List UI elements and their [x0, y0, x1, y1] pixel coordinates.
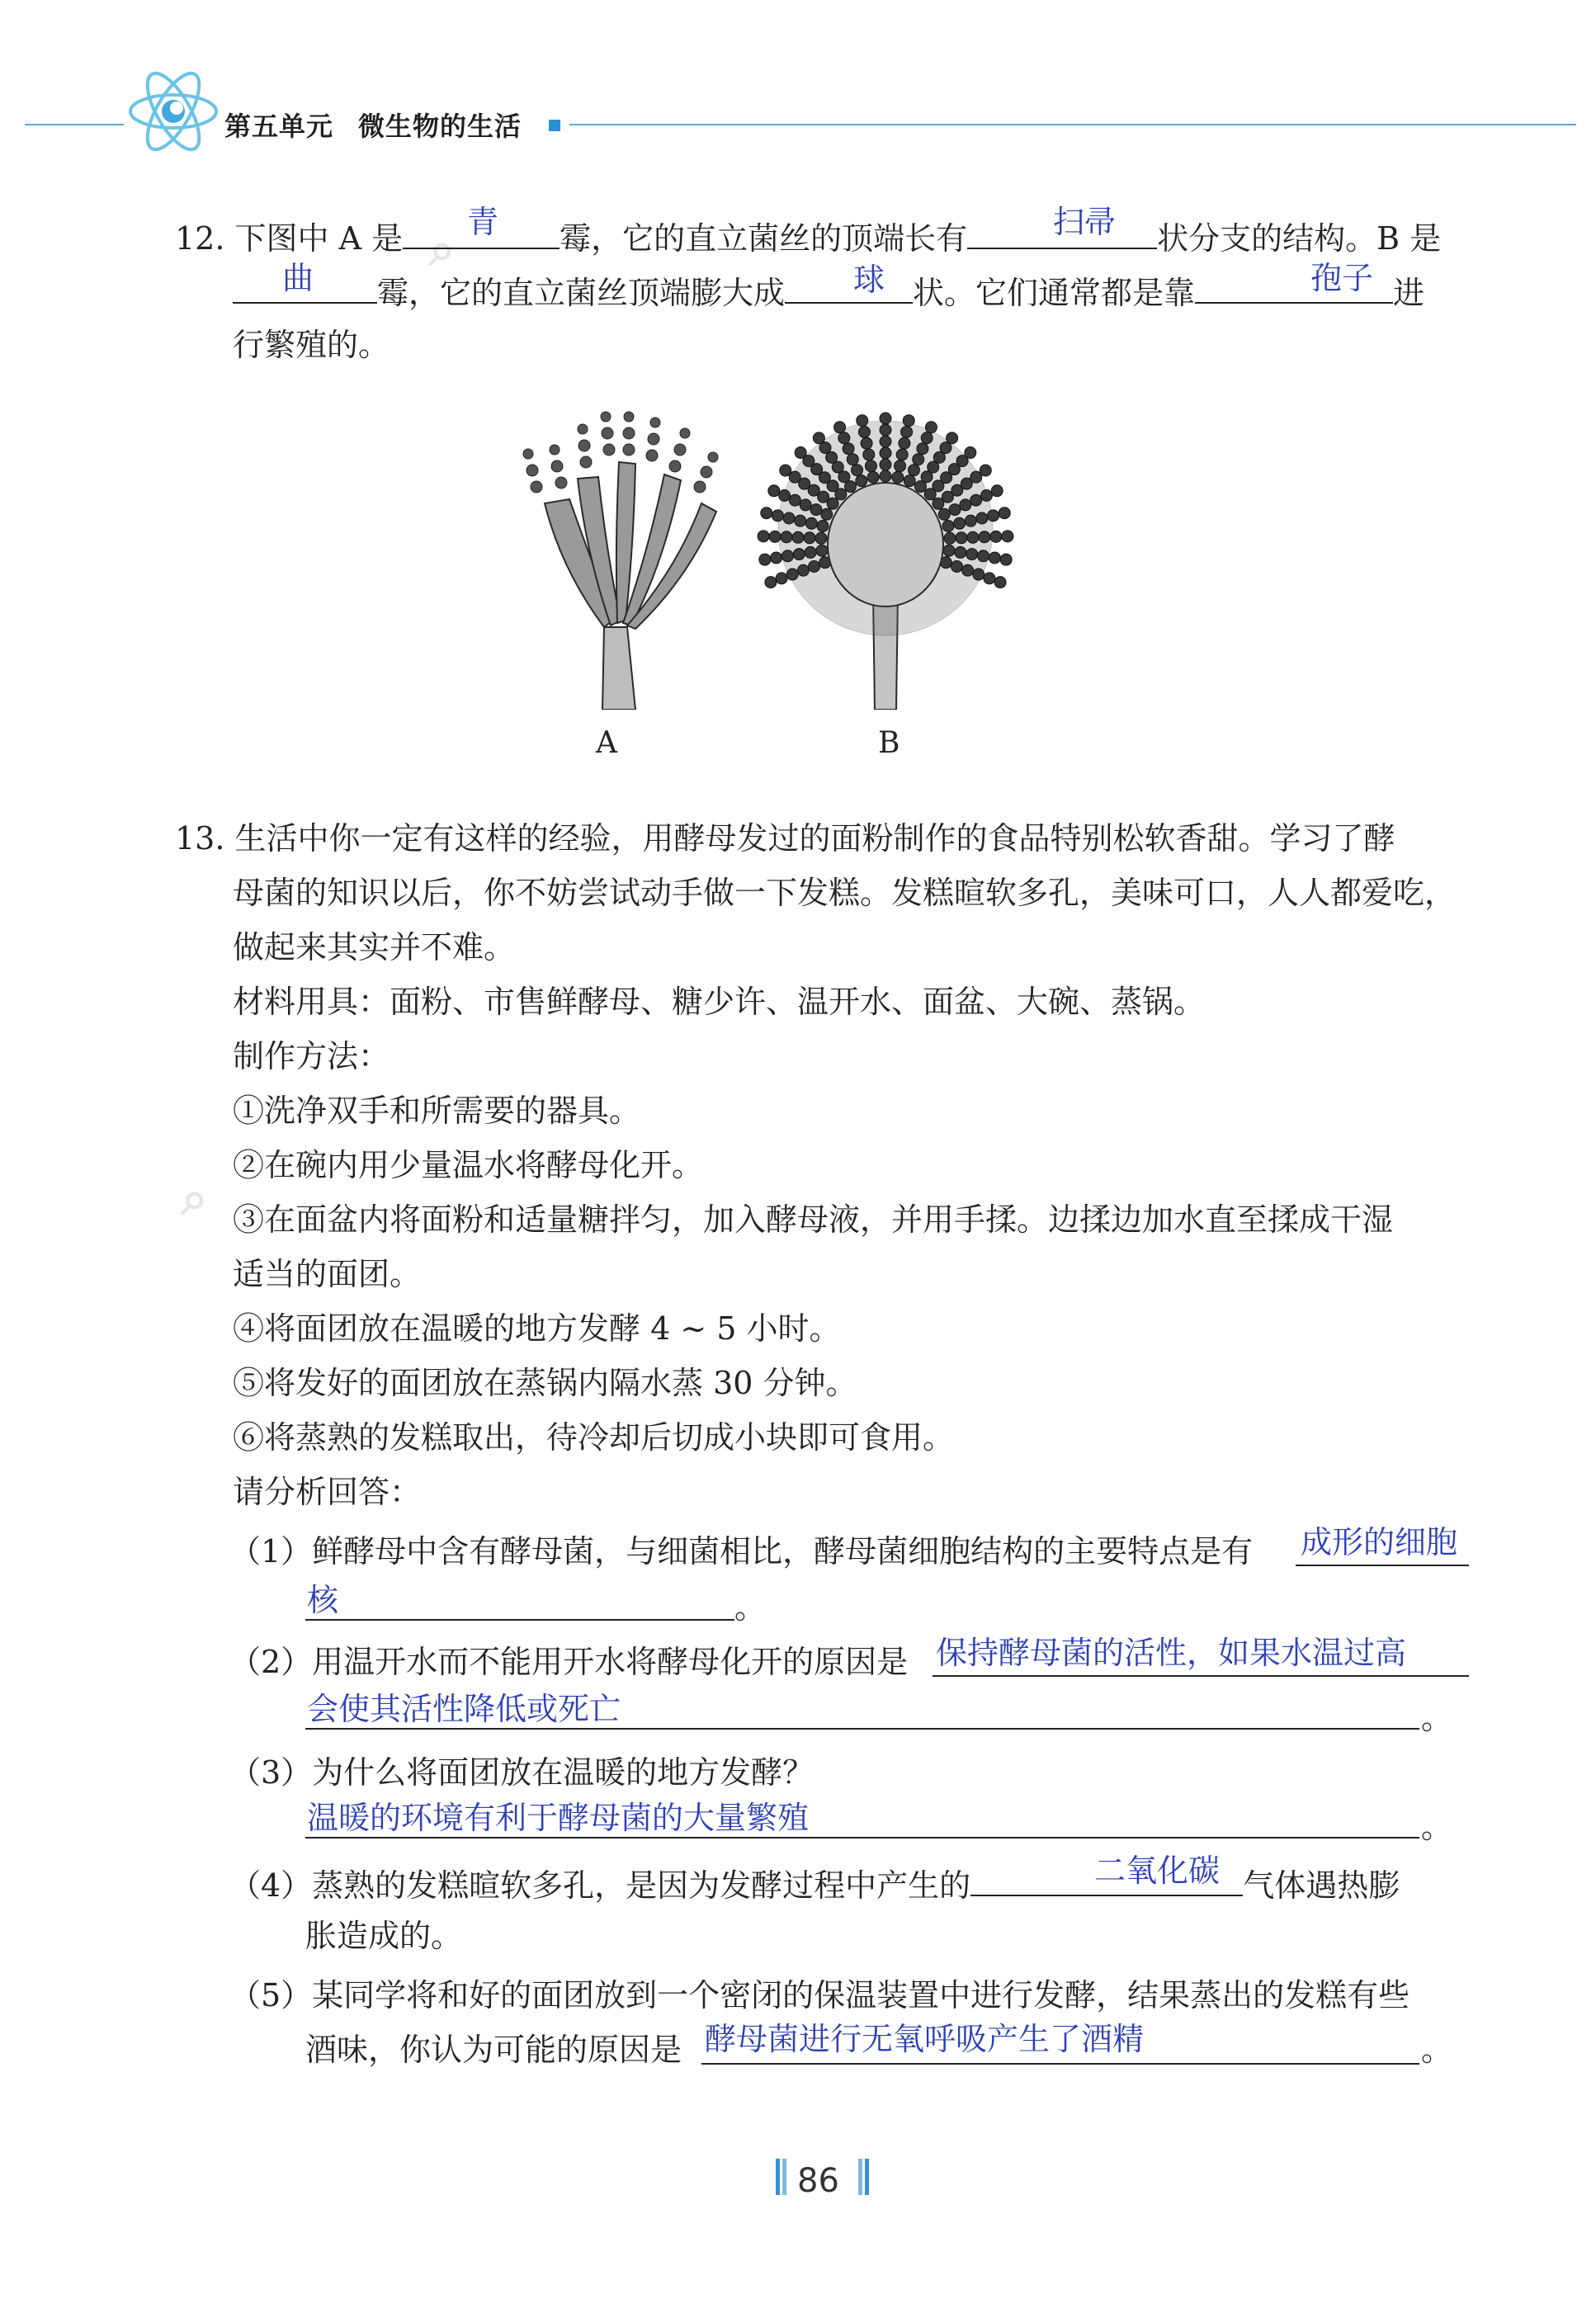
q13-sub3-answer: 温暖的环境有利于酵母菌的大量繁殖 [307, 1800, 810, 1836]
q13-sub1-question: （1）鲜酵母中含有酵母菌，与细菌相比，酵母菌细胞结构的主要特点是有 [229, 1533, 1254, 1570]
q13-para-1: 13. 生活中你一定有这样的经验，用酵母发过的面粉制作的食品特别松软香甜。学习了酵 [175, 820, 1395, 857]
footer-bar-left [776, 2159, 780, 2195]
spore-dot [856, 475, 867, 487]
spore-dot [758, 531, 769, 542]
spore-dot [769, 531, 781, 542]
spore-dot [904, 475, 915, 487]
spore-dot [966, 549, 978, 560]
q13-sub2-answer-b: 会使其活性降低或死亡 [307, 1691, 621, 1727]
footer-bar-right-2 [865, 2159, 869, 2195]
spore-dot [973, 569, 985, 580]
q13-sub1-blank-2[interactable] [305, 1619, 734, 1621]
spore-dot [793, 549, 805, 560]
spore-dot [804, 532, 815, 544]
spore-dot [834, 422, 846, 433]
spore-dot [988, 510, 999, 522]
spore-dot [783, 512, 795, 524]
q12-text-2b: 状。它们通常都是靠 [913, 275, 1196, 311]
spore-dot [1002, 531, 1013, 542]
page-number: 86 [797, 2162, 839, 2200]
q13-sub5-question: （5）某同学将和好的面团放到一个密闭的保温装置中进行发酵，结果蒸出的发糕有些 [229, 1977, 1410, 2013]
q13-analyze: 请分析回答： [233, 1474, 422, 1510]
spore-dot [965, 447, 976, 459]
spore-dot [970, 494, 982, 506]
spore-dot [880, 470, 891, 482]
figure-label-b: B [878, 726, 900, 760]
spore-dot [925, 422, 937, 433]
q12-answer-4: 球 [853, 262, 885, 298]
spore-dot [843, 443, 854, 455]
q13-sub4-text-a: （4）蒸熟的发糕暄软多孔，是因为发酵过程中产生的 [229, 1867, 971, 1904]
q13-sub5-text-b: 酒味，你认为可能的原因是 [305, 2032, 682, 2068]
header-rule-right [569, 124, 1576, 125]
header-rule-left [25, 124, 124, 125]
unit-header [224, 106, 546, 144]
spore-dot [776, 573, 787, 584]
spore-dot [816, 545, 828, 556]
spore-dot [795, 447, 806, 459]
spore-dot [867, 471, 879, 483]
q13-sub5-answer: 酵母菌进行无氧呼吸产生了酒精 [705, 2021, 1145, 2057]
spore-dot [880, 447, 891, 459]
spore-dot [908, 465, 919, 476]
spore-dot [980, 465, 991, 476]
q13-sub5-blank[interactable] [701, 2063, 1419, 2065]
q12-answer-2: 扫帚 [1053, 204, 1117, 240]
q13-para-3: 做起来其实并不难。 [233, 929, 516, 965]
spore-dot [999, 507, 1010, 519]
spore-dot [944, 532, 956, 544]
q13-step-6: ⑥将蒸熟的发糕取出，待冷却后切成小块即可食用。 [233, 1419, 955, 1456]
spore-dot [809, 560, 820, 572]
spore-dot [817, 520, 829, 531]
spore-dot [810, 504, 822, 516]
q13-step-3: ③在面盆内将面粉和适量糖拌匀，加入酵母液，并用手揉。边揉边加水直至揉成干湿 [233, 1201, 1394, 1238]
spore-dot [994, 577, 1006, 588]
spore-dot [771, 552, 782, 564]
spore-dot [779, 489, 791, 501]
q13-step-3b: 适当的面团。 [233, 1256, 422, 1292]
aspergillus-figure [751, 404, 1023, 710]
q12-text-2c: 进 [1393, 275, 1425, 311]
q12-line3 [233, 325, 390, 365]
spore-dot [858, 426, 870, 437]
spore-dot [865, 460, 876, 472]
q13-sub1-blank-1[interactable] [1296, 1565, 1469, 1566]
spore-dot [780, 465, 791, 476]
spore-dot [984, 573, 995, 584]
spore-dot [990, 531, 1002, 542]
spore-dot [781, 531, 792, 543]
spore-dot [892, 471, 904, 483]
spore-dot [976, 512, 988, 524]
spore-dot [949, 504, 961, 516]
q13-sub4-answer: 二氧化碳 [1094, 1853, 1221, 1889]
spore-dot [896, 449, 908, 460]
q12-text-1a: 12. 下图中 A 是 [175, 220, 404, 257]
q13-para-2: 母菌的知识以后，你不妨尝试动手做一下发糕。发糕暄软多孔，美味可口，人人都爱吃， [233, 875, 1457, 911]
spore-dot [943, 545, 955, 556]
q13-method-title: 制作方法： [233, 1038, 390, 1074]
spore-dot [903, 415, 914, 427]
watermark-mark: ⌕ [429, 223, 456, 276]
spore-dot [951, 560, 962, 572]
spore-dot [989, 552, 1000, 564]
q12-line2 [233, 269, 1424, 313]
q12-answer-1: 青 [467, 204, 499, 240]
spore-dot [880, 424, 891, 436]
spore-dot [979, 531, 990, 543]
spore-dot [880, 459, 891, 470]
q13-sub1-answer-a: 成形的细胞 [1301, 1524, 1458, 1560]
spore-dot [978, 550, 989, 562]
spore-dot [838, 432, 850, 444]
unit-name: 微生物的生活 [358, 111, 522, 142]
watermark-mark-2: ⌕ [182, 1172, 208, 1225]
spore-dot [899, 437, 910, 449]
q13-sub1-period: 。 [734, 1589, 767, 1626]
spore-dot [772, 510, 783, 522]
spore-dot [955, 546, 966, 558]
q13-step-1: ①洗净双手和所需要的器具。 [233, 1093, 641, 1129]
q12-line1 [175, 215, 1441, 258]
spore-dot [789, 494, 800, 506]
q13-step-5: ⑤将发好的面团放在蒸锅内隔水蒸 30 分钟。 [233, 1365, 857, 1401]
q13-sub4-text-b: 气体遇热膨 [1243, 1867, 1400, 1904]
spore-dot [761, 507, 772, 519]
spore-dot [852, 465, 863, 476]
spore-dot [821, 508, 833, 520]
spore-dot [815, 532, 827, 544]
spore-dot [813, 432, 824, 444]
q13-sub4-question [229, 1862, 1400, 1905]
q12-text-2a: 霉，它的直立菌丝顶端膨大成 [377, 275, 786, 311]
spore-dot [895, 460, 906, 472]
q12-blank-4[interactable] [785, 269, 913, 304]
spore-dot [805, 546, 816, 558]
spore-dot [965, 515, 976, 526]
spore-dot [980, 489, 992, 501]
spore-dot [792, 531, 804, 543]
footer-bar-left-2 [782, 2159, 786, 2195]
q13-sub4-text-c: 胀造成的。 [305, 1918, 463, 1954]
spore-dot [795, 515, 806, 526]
spore-dot [938, 508, 950, 520]
spore-dot [991, 485, 1003, 497]
header-square-icon [549, 120, 560, 131]
q13-sub3-period: 。 [1421, 1809, 1453, 1845]
spore-dot [800, 499, 811, 511]
q12-text-1c: 状分支的结构。B 是 [1157, 220, 1442, 257]
spore-dot [847, 454, 858, 465]
penicillium-figure [512, 404, 726, 710]
q13-sub1-answer-b: 核 [307, 1582, 339, 1618]
q12-text-3: 行繁殖的。 [233, 327, 390, 363]
q12-answer-3: 曲 [282, 260, 314, 296]
spore-dot [805, 517, 817, 529]
q13-materials: 材料用具：面粉、市售鲜酵母、糖少许、温开水、面盆、大碗、蒸锅。 [233, 984, 1206, 1020]
q12-text-1b: 霉，它的直立菌丝的顶端长有 [560, 220, 968, 257]
spore-dot [901, 426, 913, 437]
spore-dot [781, 550, 793, 562]
spore-dot [956, 532, 967, 544]
spore-dot [962, 564, 974, 576]
q12-answer-5: 孢子 [1310, 260, 1374, 296]
q13-step-2: ②在碗内用少量温水将酵母化开。 [233, 1147, 704, 1183]
spore-dot [954, 517, 966, 529]
figure-label-a: A [596, 726, 617, 760]
atom-logo-icon [124, 62, 223, 161]
spore-dot [917, 443, 928, 455]
spore-dot [857, 415, 868, 427]
spore-dot [768, 485, 780, 497]
spore-dot [967, 531, 979, 543]
q13-sub2-period: 。 [1421, 1700, 1453, 1736]
spore-dot [921, 432, 933, 444]
spore-dot [880, 436, 891, 447]
spore-dot [765, 577, 777, 588]
spore-dot [863, 449, 875, 460]
spore-dot [797, 564, 809, 576]
spore-dot [947, 432, 958, 444]
unit-number: 第五单元 [224, 111, 334, 142]
q13-sub2-blank-1[interactable] [933, 1675, 1469, 1677]
footer-bar-right [858, 2159, 862, 2195]
spore-dot [942, 520, 954, 531]
q13-sub3-question: （3）为什么将面团放在温暖的地方发酵？ [229, 1754, 815, 1791]
q13-sub5-period: 。 [1421, 2032, 1453, 2068]
spore-dot [913, 454, 924, 465]
q13-sub2-answer-a: 保持酵母菌的活性，如果水温过高 [936, 1635, 1407, 1671]
spore-dot [880, 413, 891, 424]
spore-dot [960, 499, 971, 511]
spore-dot [759, 554, 771, 565]
q13-sub2-question: （2）用温开水而不能用开水将酵母化开的原因是 [229, 1644, 909, 1680]
q13-step-4: ④将面团放在温暖的地方发酵 4 ~ 5 小时。 [233, 1310, 841, 1347]
spore-dot [861, 437, 872, 449]
spore-dot [1000, 554, 1012, 565]
spore-dot [786, 569, 798, 580]
